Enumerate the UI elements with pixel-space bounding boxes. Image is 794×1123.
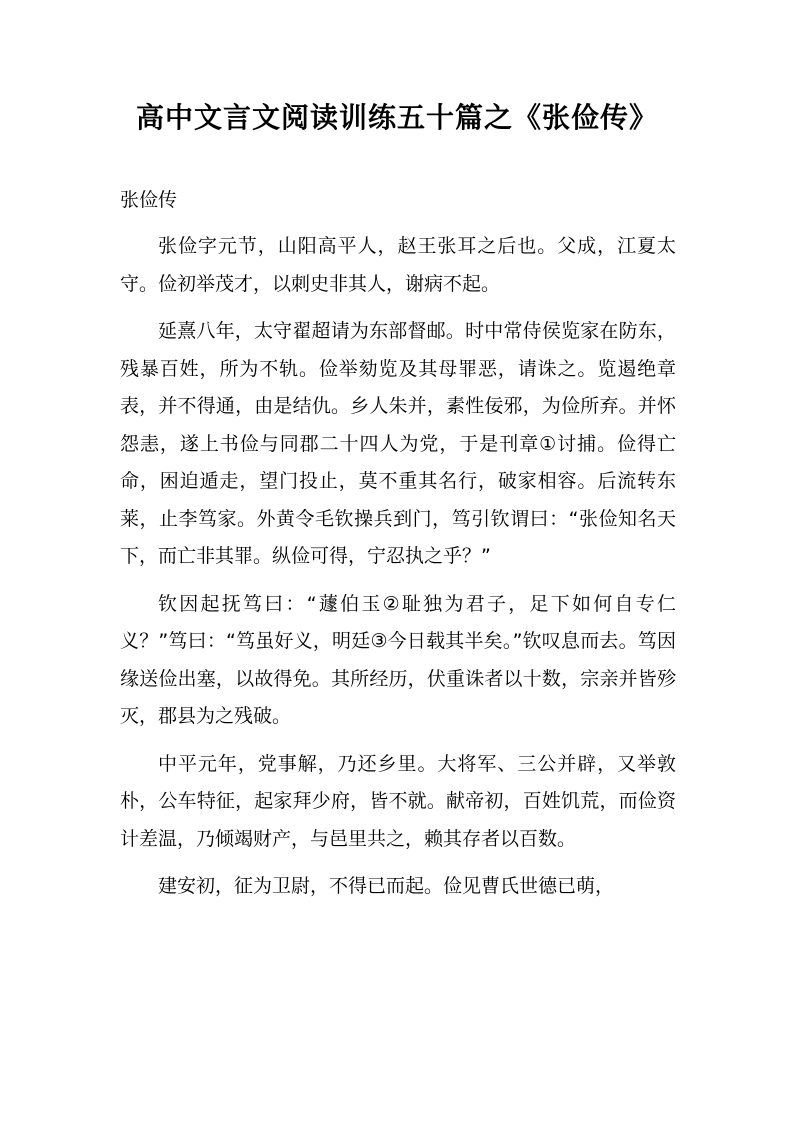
body-text [120,228,676,916]
paragraph-1: 张俭字元节，山阳高平人，赵王张耳之后也。父成，江夏太守。俭初举茂才，以刺史非其人，谢病不起。 [120,235,676,295]
paragraph-2: 延熹八年，太守翟超请为东部督邮。时中常侍侯览家在防东，残暴百姓，所为不轨。俭举劾览及其母罪恶，请诛之。览遏绝章表，并不得通，由是结仇。乡人朱并，素性佞邪，为俭所弃。并怀怨恚，遂上书俭与同郡二十四人为党，于是刊章①讨捕。俭得亡命，困迫遁走，望门投止，莫不重其名行，破家相容。后流转东莱，止李笃家。外黄令毛钦操兵到门，笃引钦谓曰：“张俭知名天下，而亡非其罪。纵俭可得，宁忍执之乎？” [120,320,676,567]
paragraph-4: 中平元年，党事解，乃还乡里。大将军、三公并辟，又举敦朴，公车特征，起家拜少府，皆不就。献帝初，百姓饥荒，而俭资计差温，乃倾竭财产，与邑里共之，赖其存者以百数。 [120,752,676,850]
section-heading: 张俭传 [120,189,178,211]
paragraph-5: 建安初，征为卫尉，不得已而起。俭见曹氏世德已萌， [158,875,615,897]
document-title: 高中文言文阅读训练五十篇之《张俭传》 [135,101,658,134]
paragraph-3: 钦因起抚笃曰：“蘧伯玉②耻独为君子，足下如何自专仁义？”笃曰：“笃虽好义，明廷③今日载其半矣。”钦叹息而去。笃因缘送俭出塞，以故得免。其所经历，伏重诛者以十数，宗亲并皆殄灭，郡县为之残破。 [120,592,676,727]
